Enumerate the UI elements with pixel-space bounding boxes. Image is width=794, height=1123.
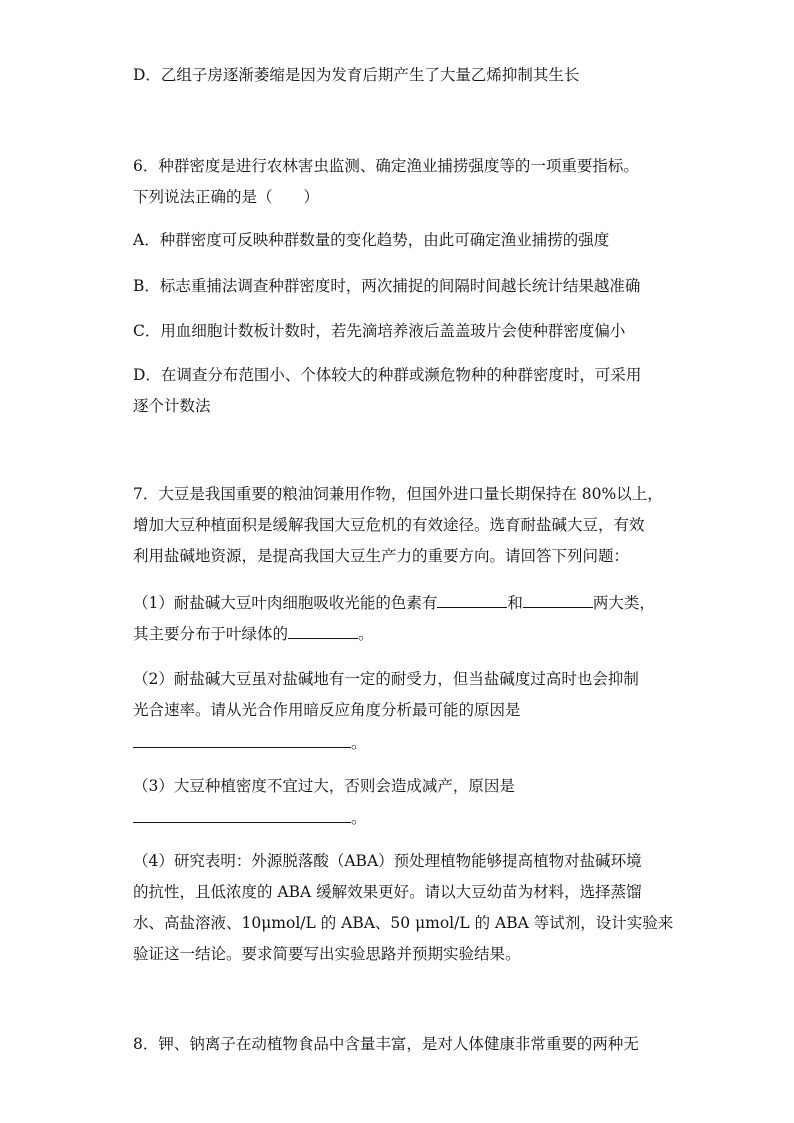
answer-blank <box>523 591 593 608</box>
answer-blank <box>437 591 507 608</box>
q7-part4-line1: （4）研究表明：外源脱落酸（ABA）预处理植物能够提高植物对盐碱环境 <box>133 852 642 870</box>
q7-part2-line2: 光合速率。请从光合作用暗反应角度分析最可能的原因是 <box>133 701 521 719</box>
q7-part4-line2: 的抗性，且低浓度的 ABA 缓解效果更好。请以大豆幼苗为材料，选择蒸馏 <box>133 883 642 901</box>
answer-blank <box>288 622 358 639</box>
q6-option-a: A．种群密度可反映种群数量的变化趋势，由此可确定渔业捕捞的强度 <box>133 231 610 249</box>
q7-stem-line3: 利用盐碱地资源，是提高我国大豆生产力的重要方向。请回答下列问题： <box>133 547 630 565</box>
q7-part1-line1 <box>133 591 655 614</box>
q7-part1-text-a: （1）耐盐碱大豆叶肉细胞吸收光能的色素有 <box>133 594 438 612</box>
answer-blank <box>133 731 351 748</box>
q6-stem-line2: 下列说法正确的是（ ） <box>133 188 320 206</box>
q6-option-c: C．用血细胞计数板计数时，若先滴培养液后盖盖玻片会使种群密度偏小 <box>133 322 626 340</box>
q7-part4-line4: 验证这一结论。要求简要写出实验思路并预期实验结果。 <box>133 945 521 963</box>
q7-part3-end: 。 <box>351 809 367 827</box>
q7-part3-line1: （3）大豆种植密度不宜过大，否则会造成减产，原因是 <box>133 777 515 795</box>
q6-option-b: B．标志重捕法调查种群密度时，两次捕捉的间隔时间越长统计结果越准确 <box>133 277 641 295</box>
q7-part2-end: 。 <box>351 734 367 752</box>
q6-option-d-line2: 逐个计数法 <box>133 397 211 415</box>
q6-stem-line1: 6．种群密度是进行农林害虫监测、确定渔业捕捞强度等的一项重要指标。 <box>133 157 639 175</box>
q7-part4-line3: 水、高盐溶液、10μmol/L 的 ABA、50 μmol/L 的 ABA 等试剂，设计实验来 <box>133 914 674 932</box>
q7-part1-text-d: 其主要分布于叶绿体的 <box>133 625 289 643</box>
q7-part3-line2 <box>133 806 367 829</box>
q7-part1-end: 。 <box>358 625 374 643</box>
q7-part2-line3 <box>133 731 367 754</box>
q7-part1-text-c: 两大类， <box>592 594 655 612</box>
q5-option-d: D．乙组子房逐渐萎缩是因为发育后期产生了大量乙烯抑制其生长 <box>133 66 580 84</box>
answer-blank <box>133 806 351 823</box>
q7-stem-line2: 增加大豆种植面积是缓解我国大豆危机的有效途径。选育耐盐碱大豆，有效 <box>133 516 645 534</box>
q7-part2-line1: （2）耐盐碱大豆虽对盐碱地有一定的耐受力，但当盐碱度过高时也会抑制 <box>133 670 639 688</box>
q7-part1-line2 <box>133 622 374 645</box>
q7-part1-text-b: 和 <box>507 594 523 612</box>
q7-stem-line1: 7．大豆是我国重要的粮油饲兼用作物，但国外进口量长期保持在 80%以上， <box>133 485 663 503</box>
q6-option-d-line1: D．在调查分布范围小、个体较大的种群或濒危物种的种群密度时，可采用 <box>133 366 642 384</box>
q8-stem-line1: 8．钾、钠离子在动植物食品中含量丰富，是对人体健康非常重要的两种无 <box>133 1035 639 1053</box>
